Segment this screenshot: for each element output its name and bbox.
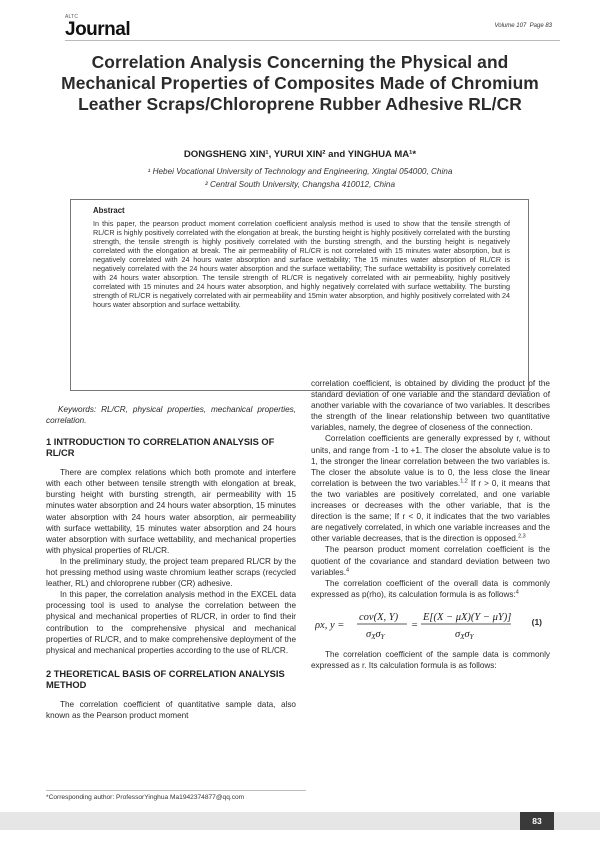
svg-text:E[(X − μX)(Y − μY)]: E[(X − μX)(Y − μY)]: [423, 611, 512, 623]
citation-4: 4: [515, 589, 519, 596]
affiliation-2: ² Central South University, Changsha 410012, China: [204, 180, 396, 189]
journal-logo: [65, 14, 130, 39]
keywords: Keywords: RL/CR, physical properties, mechanical properties, correlation.: [46, 405, 296, 426]
left-column: [46, 404, 296, 721]
right-column: [311, 378, 550, 671]
authors: DONGSHENG XIN¹, YURUI XIN² and YINGHUA MA¹*: [183, 149, 417, 160]
footer-bar: [0, 812, 600, 830]
header-rule: [65, 18, 560, 41]
p2-part-b: r, without units, and range from -1 to +1. The closer the absolute value is to 1, the stronger the linear correlation between the two variables is. The closer the absolute value is to 0, the less close the linear correlation is between the two variables.: [311, 434, 550, 488]
volume-label: Volume 107: [494, 23, 527, 29]
corresponding-author-footnote: *Corresponding author: ProfessorYinghua Ma1942374877@qq.com: [46, 790, 306, 801]
abstract-text: In this paper, the pearson product moment correlation coefficient analysis method is used to show that the tensile strength of RL/CR is highly positively correlated with the elongation at break, the bursting height is highly positively correlated with the bursting strength, the tensile strength is highly positively correlated with the bursting strength, and the bursting height is negatively correlated with the elongation at break. The air permeability of RL/CR is not correlated with 15 minutes water absorption, but is negatively correlated with 24 hours water absorption and surface wettability; The 15 minutes water absorption of RL/CR is negatively correlated with the 24 hours water absorption and the surface wettability; The surface wettability is positively correlated with 24 hours water absorption. The tensile strength of RL/CR is negatively correlated with air permeability, highly positively correlated with 15 minutes and 24 hours water absorption, and highly negatively correlated with surface wettability. The bursting strength of RL/CR is negatively correlated with air permeability and 15min water absorption, and highly positively correlated with 24 hours water absorption and surface wettability.: [93, 219, 510, 309]
section-2-paragraph-1: The correlation coefficient of quantitative sample data, also known as the Pearson product moment: [46, 699, 296, 720]
section-1-paragraph-1: There are complex relations which both promote and interfere with each other between tensile strength with elongation at break, bursting height with bursting strength, air permeability with 15 minutes water absorption and 24 hours water absorption, 15 minutes water absorption with 24 hours water absorption, air permeability with surface wettability, 15 minutes water absorption and 24 hours water absorption with surface wettability, and mechanical properties with physical properties of RL/CR.: [46, 468, 296, 555]
citation-2: 2,3: [518, 533, 526, 540]
paper-title: Correlation Analysis Concerning the Physical and Mechanical Properties of Composites Made of Chromium Leather Scraps/Chloroprene Rubber Adhesive RL/CR: [61, 52, 539, 114]
affiliation-1: ¹ Hebei Vocational University of Technology and Engineering, Xingtai 054000, China: [147, 167, 453, 176]
citation-3: 4: [346, 566, 350, 573]
p3-text: The pearson product moment correlation coefficient is the quotient of the covariance and standard deviation between two variables.: [311, 545, 550, 577]
abstract-box: [70, 199, 529, 391]
logo-small-text: ALTC: [65, 14, 79, 20]
equation-1: [311, 607, 550, 643]
right-paragraph-1: correlation coefficient, is obtained by dividing the product of the standard deviation of one variable and the standard deviation of another variable with the covariance of two variables. It describes the strength of the linear relationship between two quantitative variables, namely, the degree of closeness of the connection.: [311, 379, 550, 433]
p2-part-c: If r > 0, it means that the two variables are positively correlated, and one variable increases or decreases with the other variable, that is the direction is the same; If r < 0, it indicates that the two variables are negatively correlated, in which one variable increases and the other variable decreases, that is the direction is opposed.: [311, 478, 550, 544]
equation-number: (1): [531, 616, 542, 627]
right-paragraph-3: [311, 544, 550, 577]
right-paragraph-2: [311, 433, 550, 544]
volume-page: [494, 23, 552, 29]
section-1-heading: 1 INTRODUCTION TO CORRELATION ANALYSIS OF RL/CR: [46, 437, 275, 459]
svg-text:σXσY: σXσY: [455, 628, 474, 641]
p4-text: The correlation coefficient of the overall data is commonly expressed as p(rho), its calculation formula is as follows:: [311, 578, 550, 599]
section-1-paragraph-2: In the preliminary study, the project team prepared RL/CR by the hot pressing method using waste chromium leather scraps (recycled leather, RL) and chloroprene rubber (CR) adhesive.: [46, 556, 296, 589]
abstract-heading: Abstract: [93, 206, 125, 215]
page-label: Page 83: [529, 23, 552, 29]
svg-text:σXσY: σXσY: [366, 628, 385, 641]
right-paragraph-5: The correlation coefficient of the sample data is commonly expressed as r. Its calculation formula is as follows:: [311, 649, 550, 670]
svg-text:=: =: [411, 619, 419, 631]
section-1-paragraph-3: In this paper, the correlation analysis method in the EXCEL data processing tool is used to analyse the correlation between the physical and mechanical properties of RL/CR, in order to find their contribution to the comprehensive physical and mechanical properties of RL/CR, and to make comprehensive deployment of the physical and mechanical properties according to the use of RL/CR.: [46, 590, 296, 655]
right-paragraph-4: [311, 578, 550, 600]
svg-text:ρx, y =: ρx, y =: [315, 619, 345, 631]
section-2-heading: 2 THEORETICAL BASIS OF CORRELATION ANALYSIS METHOD: [46, 668, 285, 690]
p2-part-a: Correlation coefficients are generally expressed by: [325, 434, 514, 444]
citation-1: 1,2: [460, 478, 468, 485]
footer-page-number: 83: [520, 812, 554, 830]
logo-text: Journal: [65, 19, 131, 40]
equation-formula: [315, 607, 515, 643]
svg-text:cov(X, Y): cov(X, Y): [359, 611, 399, 623]
